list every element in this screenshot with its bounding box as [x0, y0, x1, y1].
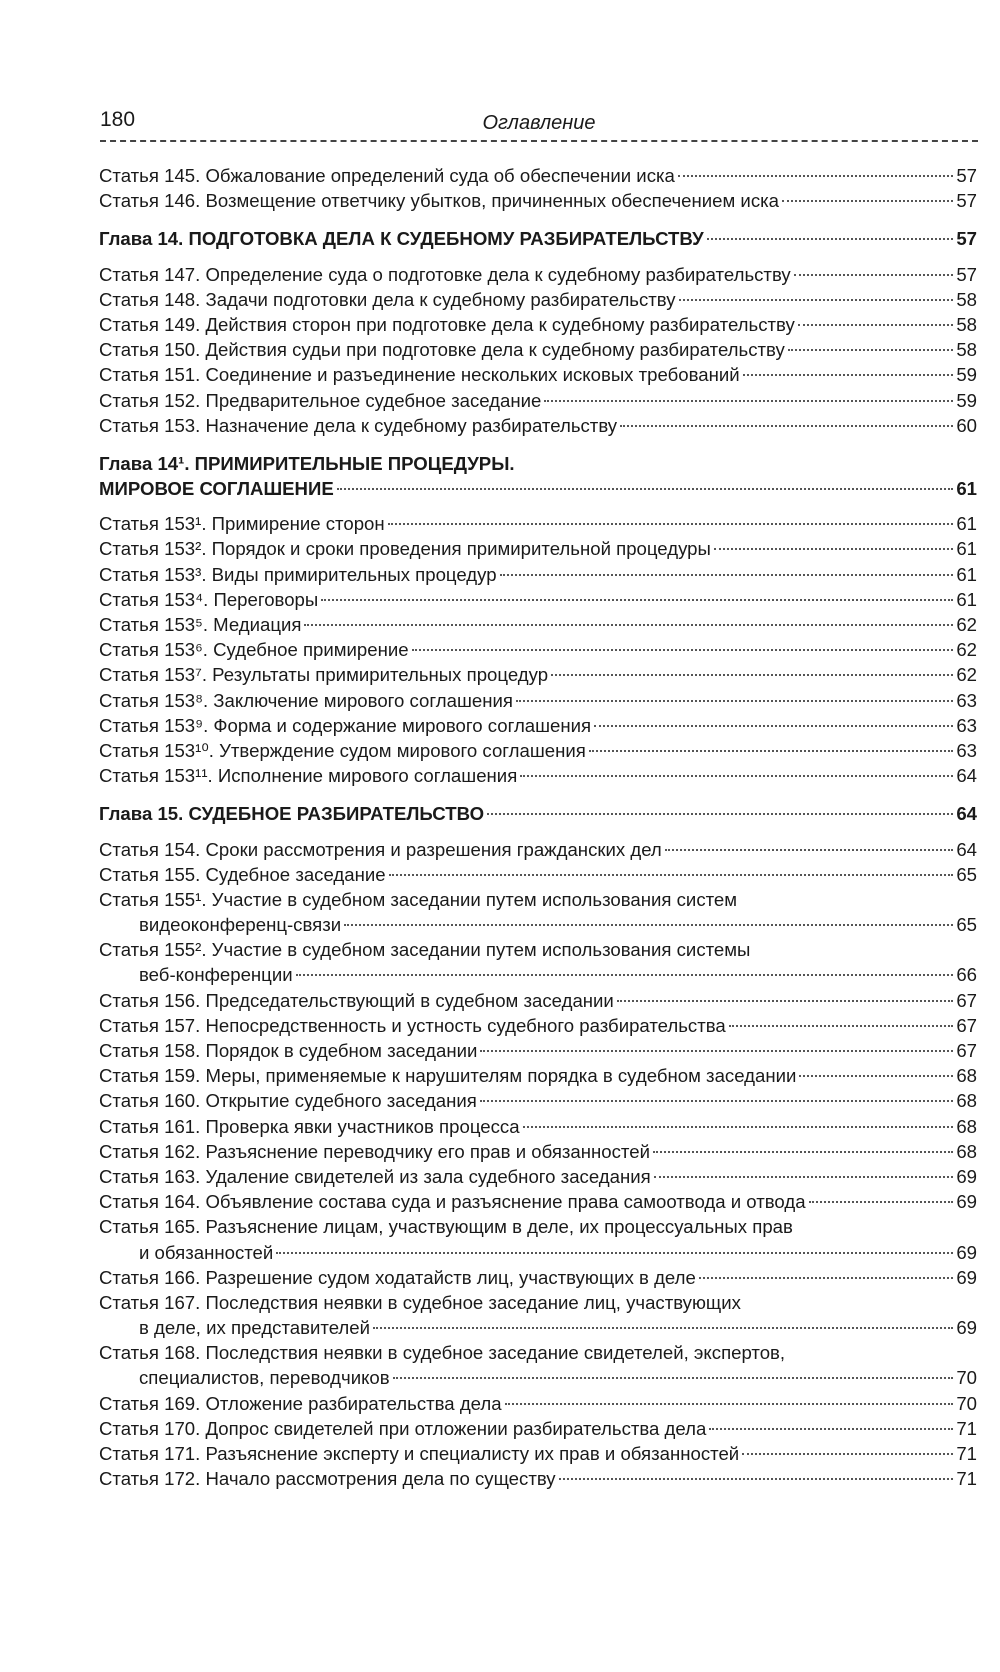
- toc-page-number: 70: [956, 1392, 977, 1414]
- toc-entry-title: Статья 150. Действия судьи при подготовке дела к судебному разбирательству: [99, 339, 785, 361]
- toc-entry-title: Статья 172. Начало рассмотрения дела по существу: [99, 1468, 556, 1490]
- toc-entry-title: Статья 153⁵. Медиация: [99, 614, 302, 635]
- toc-entry: [99, 1063, 977, 1088]
- toc-entry-title: Статья 166. Разрешение судом ходатайств лиц, участвующих в деле: [99, 1266, 696, 1288]
- toc-page-number: 63: [956, 689, 977, 711]
- toc-entry: [99, 1013, 977, 1038]
- toc-entry-title: Статья 147. Определение суда о подготовке дела к судебному разбирательству: [99, 263, 791, 285]
- toc-entry-title: Статья 153⁷. Результаты примирительных процедур: [99, 664, 549, 686]
- toc-entry-title: Глава 15. СУДЕБНОЕ РАЗБИРАТЕЛЬСТВО: [99, 803, 485, 825]
- toc-entry-title: Статья 156. Председательствующий в судебном заседании: [99, 989, 614, 1011]
- toc-entry-title: МИРОВОЕ СОГЛАШЕНИЕ: [99, 478, 334, 500]
- toc-entry-title: Статья 169. Отложение разбирательства дела: [99, 1392, 502, 1414]
- toc-entry: [99, 713, 977, 738]
- toc-entry-title: Статья 171. Разъяснение эксперту и специалисту их прав и обязанностей: [99, 1443, 740, 1464]
- toc-entry: [99, 312, 977, 337]
- toc-entry-title: Статья 153². Порядок и сроки проведения примирительной процедуры: [99, 538, 711, 560]
- toc-entry: [99, 937, 977, 962]
- toc-entry-title: Статья 153⁸. Заключение мирового соглашения: [99, 689, 513, 711]
- toc-entry-title: Глава 14. ПОДГОТОВКА ДЕЛА К СУДЕБНОМУ РАЗБИРАТЕЛЬСТВУ: [99, 228, 704, 250]
- toc-entry-title: Статья 145. Обжалование определений суда об обеспечении иска: [99, 165, 675, 186]
- toc-entry: [99, 662, 977, 687]
- toc-chapter-heading: [99, 476, 977, 501]
- toc-entry-title: Статья 170. Допрос свидетелей при отложении разбирательства дела: [99, 1417, 707, 1439]
- dot-leader: [794, 274, 954, 276]
- dot-leader: [544, 400, 953, 402]
- toc-entry: [99, 612, 977, 637]
- toc-entry: [99, 562, 977, 587]
- spacer: [99, 438, 977, 451]
- dot-leader: [782, 200, 953, 202]
- toc-entry: [99, 1391, 977, 1416]
- page-header: [100, 104, 978, 142]
- toc-entry: [99, 413, 977, 438]
- toc-entry: [99, 511, 977, 536]
- toc-page-number: 70: [956, 1367, 977, 1389]
- toc-page-number: 60: [956, 414, 977, 436]
- toc-entry: [99, 1139, 977, 1164]
- toc-entry: [99, 988, 977, 1013]
- toc-page-number: 67: [956, 989, 977, 1011]
- dot-leader: [389, 874, 954, 876]
- dot-leader: [520, 775, 953, 777]
- toc-entry: [99, 1164, 977, 1189]
- toc-page-number: 61: [956, 588, 977, 610]
- toc-page-number: 58: [956, 288, 977, 310]
- toc-page-number: 64: [956, 838, 977, 860]
- toc-entry: [99, 337, 977, 362]
- toc-entry-title: в деле, их представителей: [139, 1317, 370, 1339]
- toc-page-number: 65: [956, 863, 977, 885]
- toc-page-number: 57: [956, 228, 977, 250]
- toc-entry: [99, 536, 977, 561]
- toc-entry-title: специалистов, переводчиков: [139, 1367, 390, 1389]
- spacer: [99, 788, 977, 801]
- toc-page-number: 68: [956, 1115, 977, 1137]
- toc-entry-title: Статья 158. Порядок в судебном заседании: [99, 1040, 478, 1061]
- dot-leader: [788, 349, 954, 351]
- toc-page-number: 68: [956, 1140, 977, 1162]
- toc-entry: [99, 1088, 977, 1113]
- toc-entry-title: Статья 153¹. Примирение сторон: [99, 513, 385, 535]
- dot-leader: [304, 624, 953, 626]
- dot-leader: [799, 1075, 953, 1077]
- toc-entry-title: Статья 163. Удаление свидетелей из зала судебного заседания: [99, 1165, 651, 1187]
- dot-leader: [729, 1025, 954, 1027]
- dot-leader: [500, 574, 954, 576]
- dot-leader: [654, 1176, 954, 1178]
- toc-page-number: 71: [956, 1443, 977, 1464]
- running-title: Оглавление: [482, 112, 596, 134]
- toc-entry: [99, 1114, 977, 1139]
- toc-page-number: 62: [956, 614, 977, 635]
- toc-entry-title: Статья 146. Возмещение ответчику убытков, причиненных обеспечением иска: [99, 190, 779, 212]
- toc-page-number: 68: [956, 1065, 977, 1087]
- toc-entry: [99, 388, 977, 413]
- toc-page-number: 58: [956, 313, 977, 335]
- toc-entry: [99, 1290, 977, 1315]
- dot-leader: [480, 1100, 954, 1102]
- toc-page-number: 69: [956, 1191, 977, 1213]
- toc-page-number: 69: [956, 1241, 977, 1263]
- toc-entry-title: Статья 149. Действия сторон при подготовке дела к судебному разбирательству: [99, 313, 795, 335]
- toc-entry-title: Глава 14¹. ПРИМИРИТЕЛЬНЫЕ ПРОЦЕДУРЫ.: [99, 452, 515, 474]
- dot-leader: [678, 175, 953, 177]
- toc-entry-title: Статья 154. Сроки рассмотрения и разрешения гражданских дел: [99, 838, 662, 860]
- toc-entry-title: Статья 159. Меры, применяемые к нарушителям порядка в судебном заседании: [99, 1065, 797, 1087]
- toc-page-number: 67: [956, 1040, 977, 1061]
- spacer: [99, 252, 977, 262]
- toc-entry: [99, 1265, 977, 1290]
- toc-page-number: 61: [956, 563, 977, 585]
- toc-entry: [99, 163, 977, 188]
- dot-leader: [393, 1377, 954, 1379]
- toc-chapter-heading: [99, 451, 977, 476]
- toc-page-number: 71: [956, 1417, 977, 1439]
- toc-entry-title: Статья 168. Последствия неявки в судебное заседание свидетелей, экспертов,: [99, 1342, 786, 1364]
- toc-entry-title: Статья 167. Последствия неявки в судебное заседание лиц, участвующих: [99, 1291, 741, 1313]
- toc-entry: [99, 362, 977, 387]
- toc-entry: [99, 1038, 977, 1063]
- dot-leader: [665, 849, 954, 851]
- toc-entry-title: Статья 153⁴. Переговоры: [99, 588, 319, 610]
- toc-page-number: 58: [956, 339, 977, 361]
- toc-entry: [99, 912, 977, 937]
- toc-entry: [99, 688, 977, 713]
- toc-entry: [99, 1441, 977, 1466]
- toc-entry: [99, 1189, 977, 1214]
- dot-leader: [412, 649, 954, 651]
- dot-leader: [505, 1403, 954, 1405]
- toc-entry-title: Статья 155¹. Участие в судебном заседании путем использования систем: [99, 888, 738, 910]
- toc-page-number: 69: [956, 1266, 977, 1288]
- toc-page-number: 57: [956, 190, 977, 212]
- toc-entry-title: и обязанностей: [139, 1241, 274, 1263]
- toc-entry: [99, 862, 977, 887]
- toc-page-number: 57: [956, 165, 977, 186]
- toc-entry-title: Статья 151. Соединение и разъединение нескольких исковых требований: [99, 364, 740, 386]
- toc-entry-title: Статья 162. Разъяснение переводчику его прав и обязанностей: [99, 1140, 650, 1162]
- dot-leader: [679, 299, 954, 301]
- toc-entry-title: веб-конференции: [139, 964, 293, 986]
- toc-page-number: 68: [956, 1090, 977, 1112]
- toc-page-number: 71: [956, 1468, 977, 1490]
- toc-entry: [99, 1365, 977, 1390]
- dot-leader: [743, 374, 954, 376]
- toc-page-number: 59: [956, 389, 977, 411]
- dot-leader: [653, 1151, 953, 1153]
- toc-page-number: 63: [956, 714, 977, 736]
- toc-page-number: 61: [956, 513, 977, 535]
- toc-page-number: 66: [956, 964, 977, 986]
- toc-entry-title: Статья 153¹⁰. Утверждение судом мирового соглашения: [99, 739, 586, 761]
- toc-entry-title: Статья 155². Участие в судебном заседании путем использования системы: [99, 939, 751, 961]
- dot-leader: [742, 1453, 953, 1455]
- spacer: [99, 827, 977, 837]
- toc-page-number: 61: [956, 478, 977, 500]
- table-of-contents: [99, 163, 977, 1491]
- toc-entry: [99, 887, 977, 912]
- dot-leader: [373, 1327, 953, 1329]
- dot-leader: [617, 1000, 953, 1002]
- dot-leader: [344, 924, 953, 926]
- toc-entry-title: Статья 153¹¹. Исполнение мирового соглашения: [99, 765, 518, 787]
- dot-leader: [321, 599, 953, 601]
- toc-page-number: 59: [956, 364, 977, 386]
- toc-entry: [99, 1340, 977, 1365]
- toc-page-number: 57: [956, 263, 977, 285]
- dot-leader: [620, 425, 953, 427]
- toc-entry-title: Статья 148. Задачи подготовки дела к судебному разбирательству: [99, 288, 676, 310]
- dot-leader: [487, 813, 953, 815]
- page-number: 180: [100, 108, 136, 131]
- dot-leader: [594, 725, 953, 727]
- toc-entry: [99, 1466, 977, 1491]
- dot-leader: [516, 700, 953, 702]
- dot-leader: [714, 548, 953, 550]
- toc-entry: [99, 637, 977, 662]
- toc-chapter-heading: [99, 226, 977, 251]
- dot-leader: [589, 750, 953, 752]
- toc-entry-title: Статья 152. Предварительное судебное заседание: [99, 389, 542, 411]
- toc-entry: [99, 1315, 977, 1340]
- dot-leader: [551, 674, 953, 676]
- toc-page-number: 61: [956, 538, 977, 560]
- toc-page-number: 64: [956, 803, 977, 825]
- toc-entry: [99, 262, 977, 287]
- toc-entry: [99, 587, 977, 612]
- spacer: [99, 213, 977, 226]
- dot-leader: [559, 1478, 954, 1480]
- dot-leader: [523, 1126, 954, 1128]
- toc-entry-title: Статья 165. Разъяснение лицам, участвующим в деле, их процессуальных прав: [99, 1216, 793, 1238]
- toc-entry: [99, 837, 977, 862]
- toc-entry-title: Статья 164. Объявление состава суда и разъяснение права самоотвода и отвода: [99, 1191, 806, 1213]
- toc-page-number: 62: [956, 639, 977, 661]
- toc-page-number: 67: [956, 1014, 977, 1036]
- toc-entry-title: Статья 153⁶. Судебное примирение: [99, 639, 409, 661]
- dot-leader: [388, 523, 954, 525]
- toc-entry: [99, 1214, 977, 1239]
- toc-page-number: 65: [956, 914, 977, 936]
- toc-entry-title: Статья 153⁹. Форма и содержание мирового соглашения: [99, 714, 592, 736]
- dot-leader: [480, 1050, 953, 1052]
- dot-leader: [296, 974, 954, 976]
- dot-leader: [707, 238, 954, 240]
- toc-entry-title: Статья 153³. Виды примирительных процедур: [99, 563, 497, 585]
- toc-entry-title: Статья 153. Назначение дела к судебному разбирательству: [99, 414, 618, 436]
- toc-entry: [99, 738, 977, 763]
- toc-entry-title: Статья 157. Непосредственность и устность судебного разбирательства: [99, 1014, 726, 1036]
- toc-entry: [99, 1416, 977, 1441]
- toc-entry: [99, 287, 977, 312]
- toc-page-number: 69: [956, 1317, 977, 1339]
- toc-entry-title: Статья 155. Судебное заседание: [99, 863, 386, 885]
- dot-leader: [709, 1428, 953, 1430]
- toc-page-number: 63: [956, 739, 977, 761]
- dot-leader: [699, 1277, 953, 1279]
- toc-chapter-heading: [99, 801, 977, 826]
- toc-entry: [99, 763, 977, 788]
- dot-leader: [276, 1252, 953, 1254]
- toc-entry: [99, 1240, 977, 1265]
- dot-leader: [798, 324, 954, 326]
- dot-leader: [809, 1201, 954, 1203]
- toc-page-number: 64: [956, 765, 977, 787]
- spacer: [99, 501, 977, 511]
- toc-entry-title: Статья 161. Проверка явки участников процесса: [99, 1115, 520, 1137]
- toc-entry-title: Статья 160. Открытие судебного заседания: [99, 1090, 477, 1112]
- toc-page-number: 69: [956, 1165, 977, 1187]
- toc-page-number: 62: [956, 664, 977, 686]
- toc-entry-title: видеоконференц-связи: [139, 914, 342, 936]
- toc-entry: [99, 188, 977, 213]
- toc-entry: [99, 962, 977, 987]
- dot-leader: [337, 488, 954, 490]
